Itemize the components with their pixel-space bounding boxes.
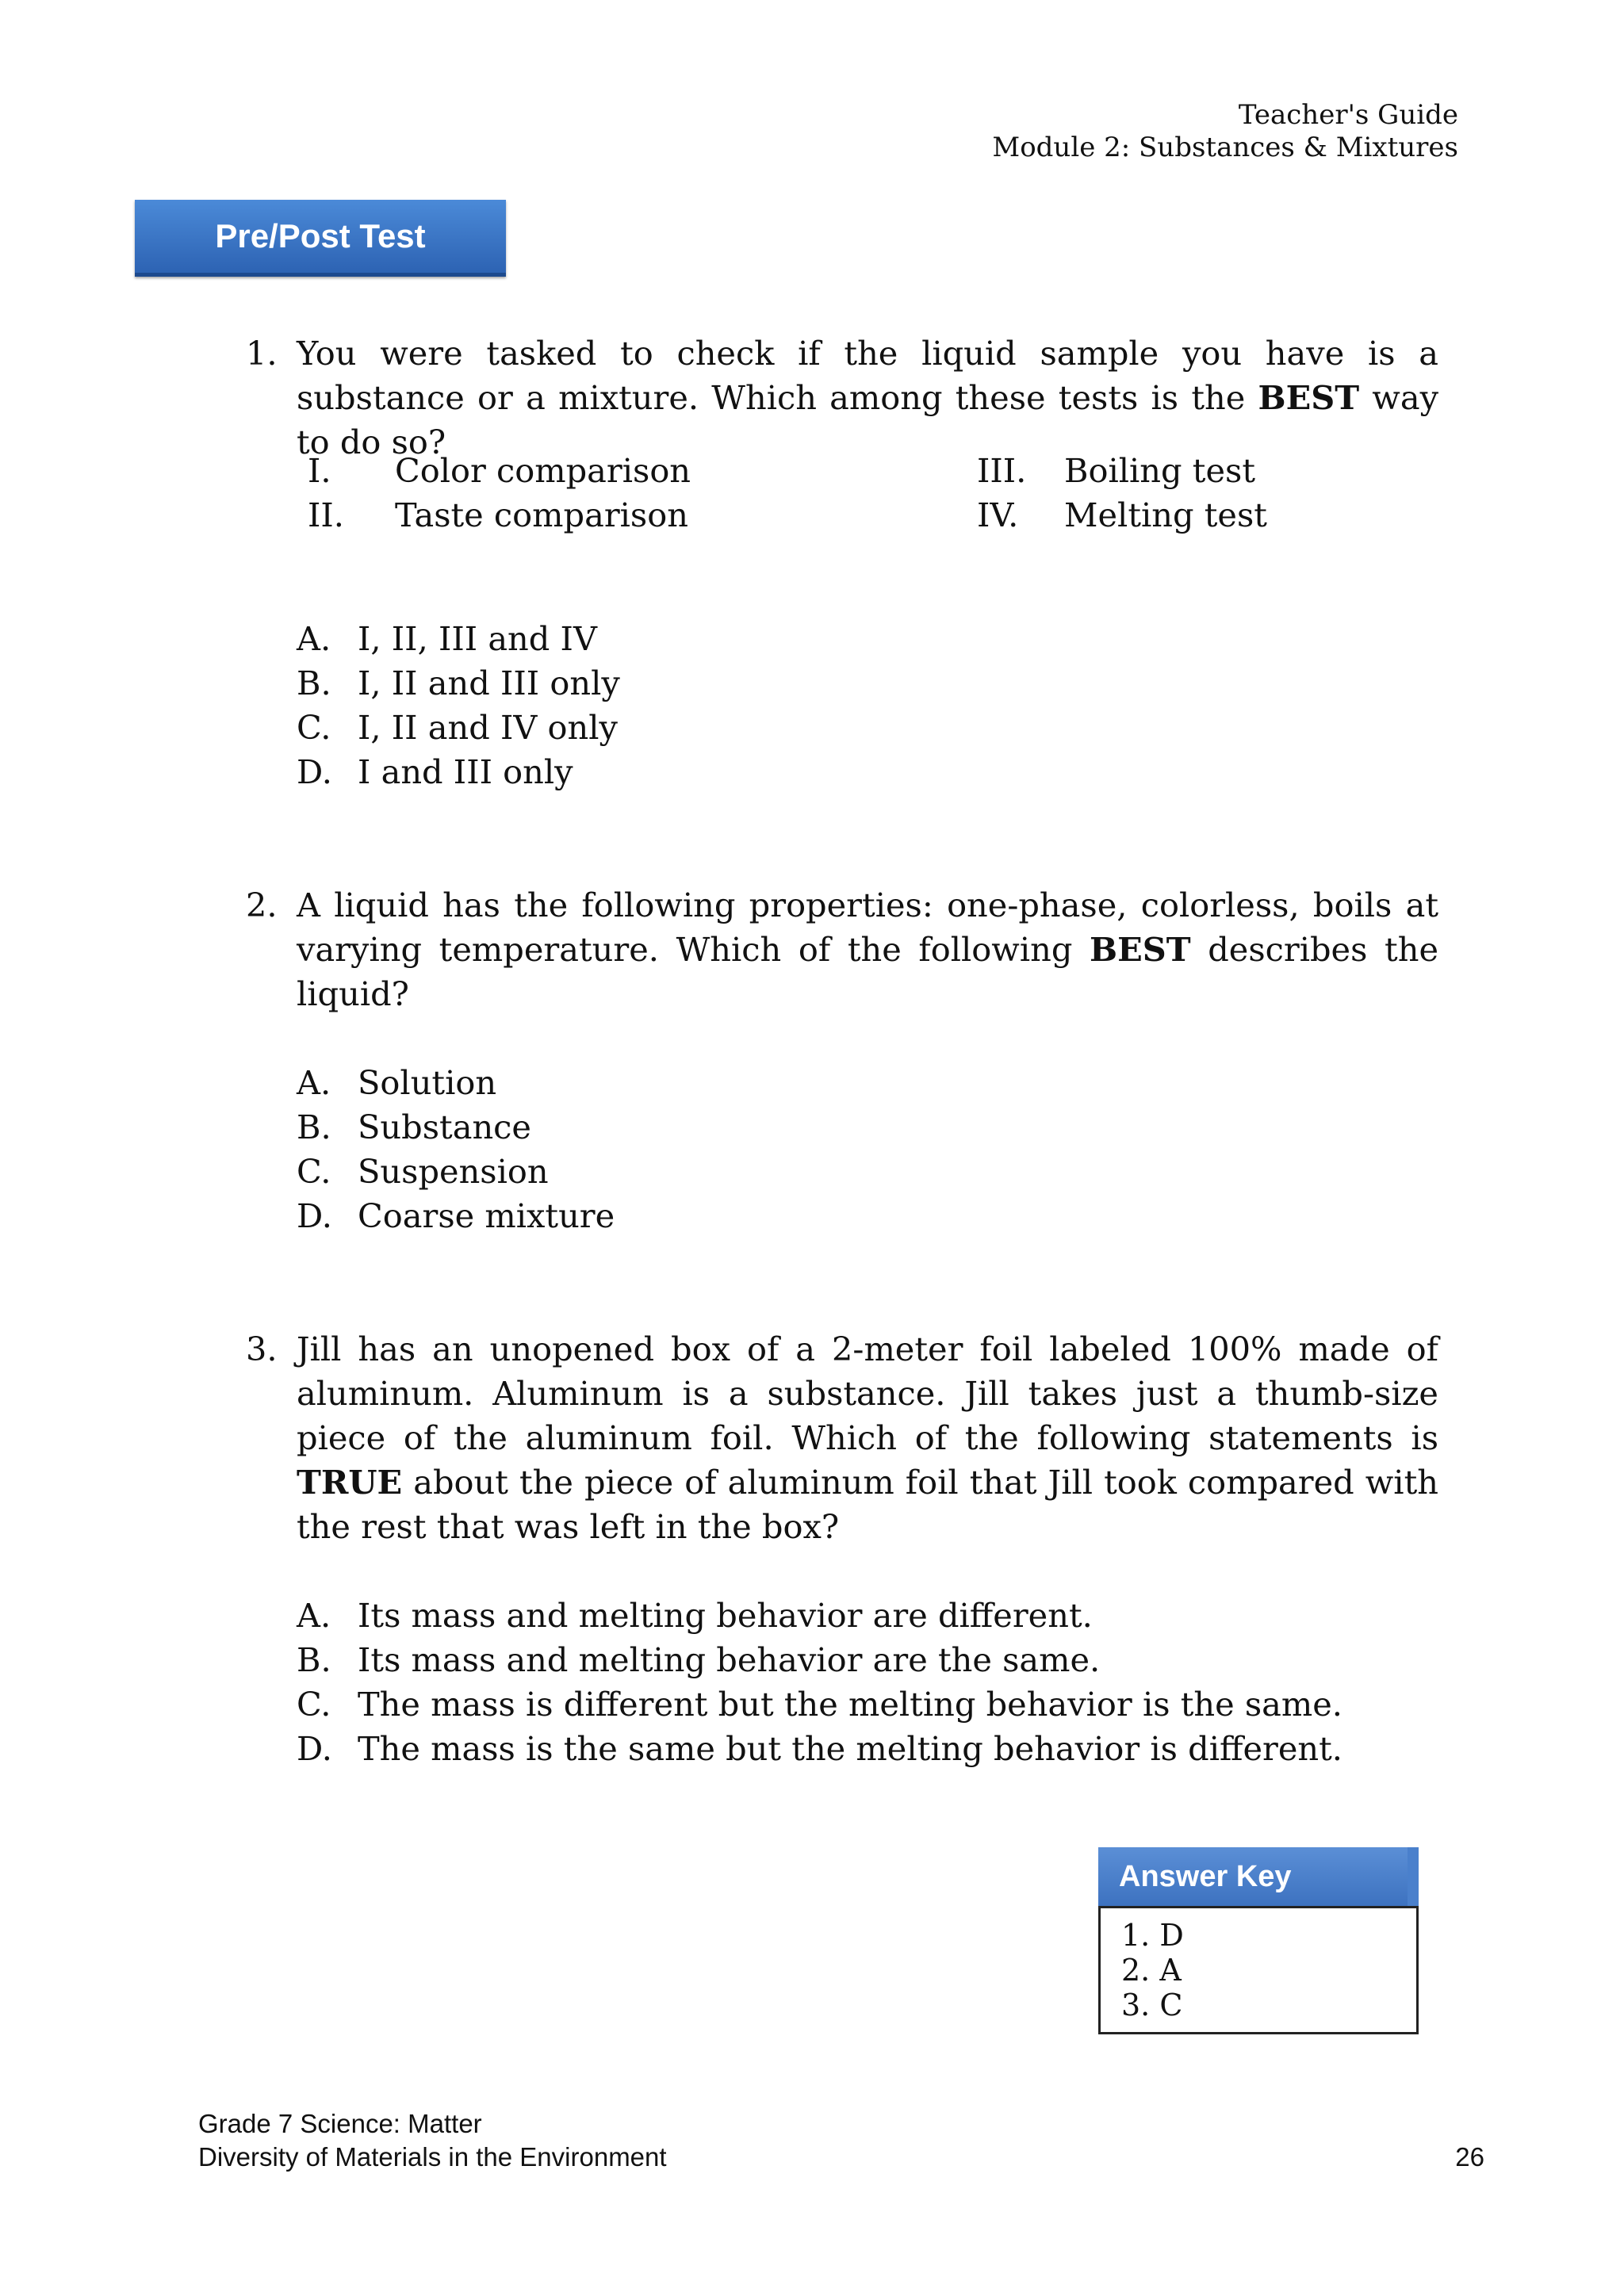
answer-item: 2. A <box>1121 1953 1182 1988</box>
question-number: 3. <box>246 1330 278 1368</box>
footer-unit: Diversity of Materials in the Environment <box>198 2142 667 2172</box>
question-number: 1. <box>246 334 278 373</box>
emphasis-word: TRUE <box>297 1463 403 1502</box>
question-text: You were tasked to check if the liquid sample you have is a substance or a mixture. Which among these tests is the BEST way to do so? <box>297 334 1439 461</box>
question-2 <box>246 883 1438 1016</box>
section-badge: Pre/Post Test <box>135 200 506 277</box>
header-guide-title: Teacher's Guide <box>1238 99 1458 131</box>
question-3 <box>246 1327 1438 1549</box>
question-1 <box>246 331 1438 465</box>
answer-key-box <box>1098 1906 1419 2034</box>
question-text: A liquid has the following properties: one-phase, colorless, boils at varying temperature. Which of the following BEST describes the liquid? <box>297 886 1439 1013</box>
answer-item: 1. D <box>1121 1918 1184 1953</box>
header-module-title: Module 2: Substances & Mixtures <box>992 132 1458 163</box>
emphasis-word: BEST <box>1090 930 1191 969</box>
page-number: 26 <box>1455 2142 1484 2172</box>
footer-course: Grade 7 Science: Matter <box>198 2109 482 2138</box>
question-number: 2. <box>246 886 278 924</box>
question-text: Jill has an unopened box of a 2-meter foil labeled 100% made of aluminum. Aluminum is a substance. Jill takes just a thumb-size piece of the aluminum foil. Which of the following statements is TRUE about the piece of aluminum foil that Jill took compared with the rest that was left in the box? <box>297 1330 1438 1546</box>
emphasis-word: BEST <box>1258 378 1360 417</box>
answer-item: 3. C <box>1121 1988 1183 2022</box>
answer-key-title: Answer Key <box>1098 1847 1419 1906</box>
